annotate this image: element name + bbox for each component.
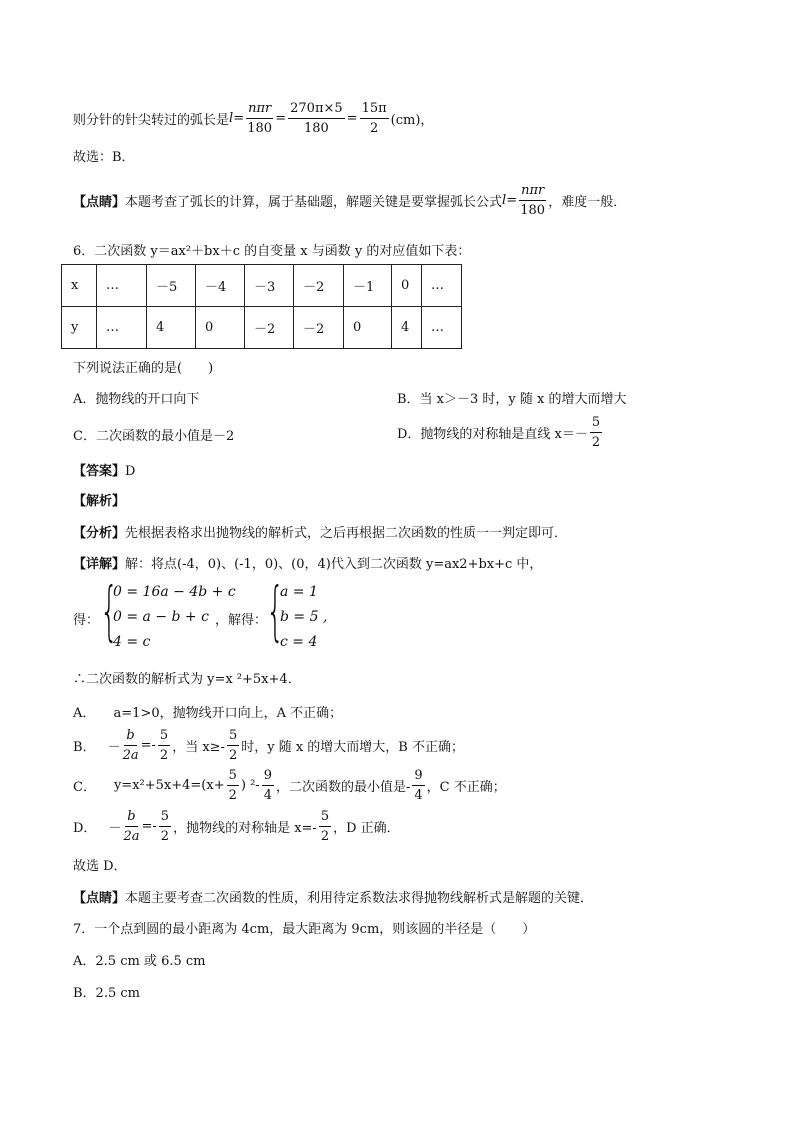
left-brace-2: { [266,575,285,649]
option-d [397,412,604,452]
analysis-tag: 【解析】 [73,494,126,509]
value-table [61,264,462,349]
table-row-x [62,265,462,307]
solution-c-fraction-3: $\frac{9}{4}$ [414,767,423,803]
question-7-option-a: A．2.5 cm 或 6.5 cm [73,954,206,969]
table-cell: … [97,307,147,349]
arc-unit: (cm)， [390,112,434,128]
option-a: A．抛物线的开口向下 [73,392,200,407]
option-c: C．二次函数的最小值是－2 [73,429,235,444]
solution-b-fraction-1: $\frac{b}{2a}$ [122,727,139,763]
comment-1-tag: 【点睛】 [73,194,126,210]
table-cell: 0 [392,265,422,307]
solution-a: a = 1 [280,584,318,600]
table-cell: 0 [344,307,392,349]
comment-1-eq: = [506,192,518,208]
question-6-stem: 6．二次函数 y＝ax²＋bx＋c 的自变量 x 与函数 y 的对应值如下表： [73,244,471,259]
comment-1 [73,180,626,220]
system-eq-2: 0 = a − b + c [113,609,209,625]
analysis-fenxi [73,522,567,541]
solution-d-fraction-1: $\frac{b}{2a}$ [123,808,140,844]
solution-c-mid: ) ²- [240,777,260,793]
arc-l: l [229,110,234,126]
solution-b-tail: 时，y 随 x 的增大而增大，B 不正确； [241,739,464,755]
table-cell: －2 [294,307,344,349]
arc-length-line [73,98,433,138]
answer-value: D [125,464,136,479]
arc-eq2: = [275,110,287,126]
solution-b-fraction-2: $\frac{5}{2}$ [159,727,169,763]
table-row-y [62,307,462,349]
solution-b: b = 5 , [280,609,328,625]
arc-fraction-1: $\frac{\text{nπr}}{180}$ [247,100,273,136]
solution-a-text: a=1>0，抛物线开口向上，A 不正确； [113,706,343,721]
xiangjie-text: 解：将点(-4，0)、(-1，0)、(0，4)代入到二次函数 y=ax2+bx+c 中， [125,557,543,572]
arc-length-text: 则分针的针尖转过的弧长是 [73,112,230,128]
solution-d-mid: ，抛物线的对称轴是 x=- [173,820,317,836]
solution-a-label: A． [73,706,96,721]
solution-c: c = 4 [280,634,318,650]
arc-eq1: = [233,110,245,126]
choice-d: 故选 D． [73,859,127,874]
option-d-text: D．抛物线的对称轴是直线 x＝－ [397,426,588,442]
table-cell: －4 [196,265,245,307]
table-cell: －2 [245,307,294,349]
table-cell: 4 [147,307,196,349]
solution-line-a [73,702,342,721]
arc-eq3: = [346,110,358,126]
comment-2-tag: 【点睛】 [73,891,126,906]
comment-2-text: 本题主要考查二次函数的性质，利用待定系数法求得抛物线解析式是解题的关键． [125,891,594,906]
xiangjie-tag: 【详解】 [73,557,126,572]
comment-1-text: 本题考查了弧长的计算，属于基础题，解题关键是要掌握弧长公式 [125,194,503,210]
table-cell: … [422,307,462,349]
choice-b: 故选：B． [73,150,135,165]
arc-fraction-3: $\frac{15\pi}{2}$ [361,100,387,136]
comment-1-tail: ，难度一般． [548,194,627,210]
solution-d-neg: － [108,820,122,836]
option-d-fraction: $\frac{5}{2}$ [591,414,601,450]
system-eq-1: 0 = 16a − 4b + c [113,584,236,600]
system-eq-3: 4 = c [113,634,151,650]
answer [73,460,135,479]
table-cell: … [97,265,147,307]
solution-line-c [73,764,506,806]
analysis-xiangjie [73,553,542,572]
solution-b-mid: ，当 x≥- [172,739,225,755]
comment-1-fraction: $\frac{\text{nπr}}{180}$ [520,182,546,218]
system-de: 得： [73,613,100,628]
table-cell: y [62,307,97,349]
solution-line-b [73,724,464,766]
quadratic-expression: ∴二次函数的解析式为 y=x ²+5x+4． [73,672,301,687]
left-brace-1: { [100,575,119,649]
solution-c-fraction-2: $\frac{9}{4}$ [263,767,272,803]
solution-d-fraction-3: $\frac{5}{2}$ [320,808,330,844]
table-cell: … [422,265,462,307]
question-6-prompt: 下列说法正确的是( ) [73,361,214,376]
arc-fraction-2: $\frac{270\pi\times 5}{180}$ [290,100,343,136]
table-cell: －5 [147,265,196,307]
solution-c-mid2: ，二次函数的最小值是- [275,779,411,795]
solution-c-tail: ，C 不正确； [426,779,506,795]
solution-c-label: C． [73,779,96,795]
question-7-stem: 7．一个点到圆的最小距离为 4cm，最大距离为 9cm，则该圆的半径是（ ） [73,922,536,937]
question-7-option-b: B．2.5 cm [73,986,140,1001]
table-cell: －3 [245,265,294,307]
solution-c-pre: y=x²+5x+4=(x+ [113,777,225,793]
table-cell: 4 [392,307,422,349]
fenxi-tag: 【分析】 [73,526,126,541]
solution-b-label: B． [73,739,96,755]
table-cell: －2 [294,265,344,307]
solution-c-fraction-1: $\frac{5}{2}$ [228,767,237,803]
comment-1-l: l [502,192,507,208]
solution-line-d [73,805,400,847]
solution-b-eq: =- [140,737,156,753]
solution-d-eq: =- [141,818,157,834]
solution-b-neg: － [107,739,121,755]
table-cell: x [62,265,97,307]
solution-d-label: D． [73,820,97,836]
table-cell: －1 [344,265,392,307]
system-jiede: ，解得： [215,613,268,628]
comment-2 [73,887,593,906]
option-b: B．当 x＞－3 时，y 随 x 的增大而增大 [397,392,627,407]
solution-d-fraction-2: $\frac{5}{2}$ [160,808,170,844]
table-cell: 0 [196,307,245,349]
fenxi-text: 先根据表格求出抛物线的解析式，之后再根据二次函数的性质一一判定即可． [125,526,568,541]
solution-d-tail: ，D 正确． [333,820,400,836]
answer-tag: 【答案】 [73,464,126,479]
solution-b-fraction-3: $\frac{5}{2}$ [228,727,238,763]
